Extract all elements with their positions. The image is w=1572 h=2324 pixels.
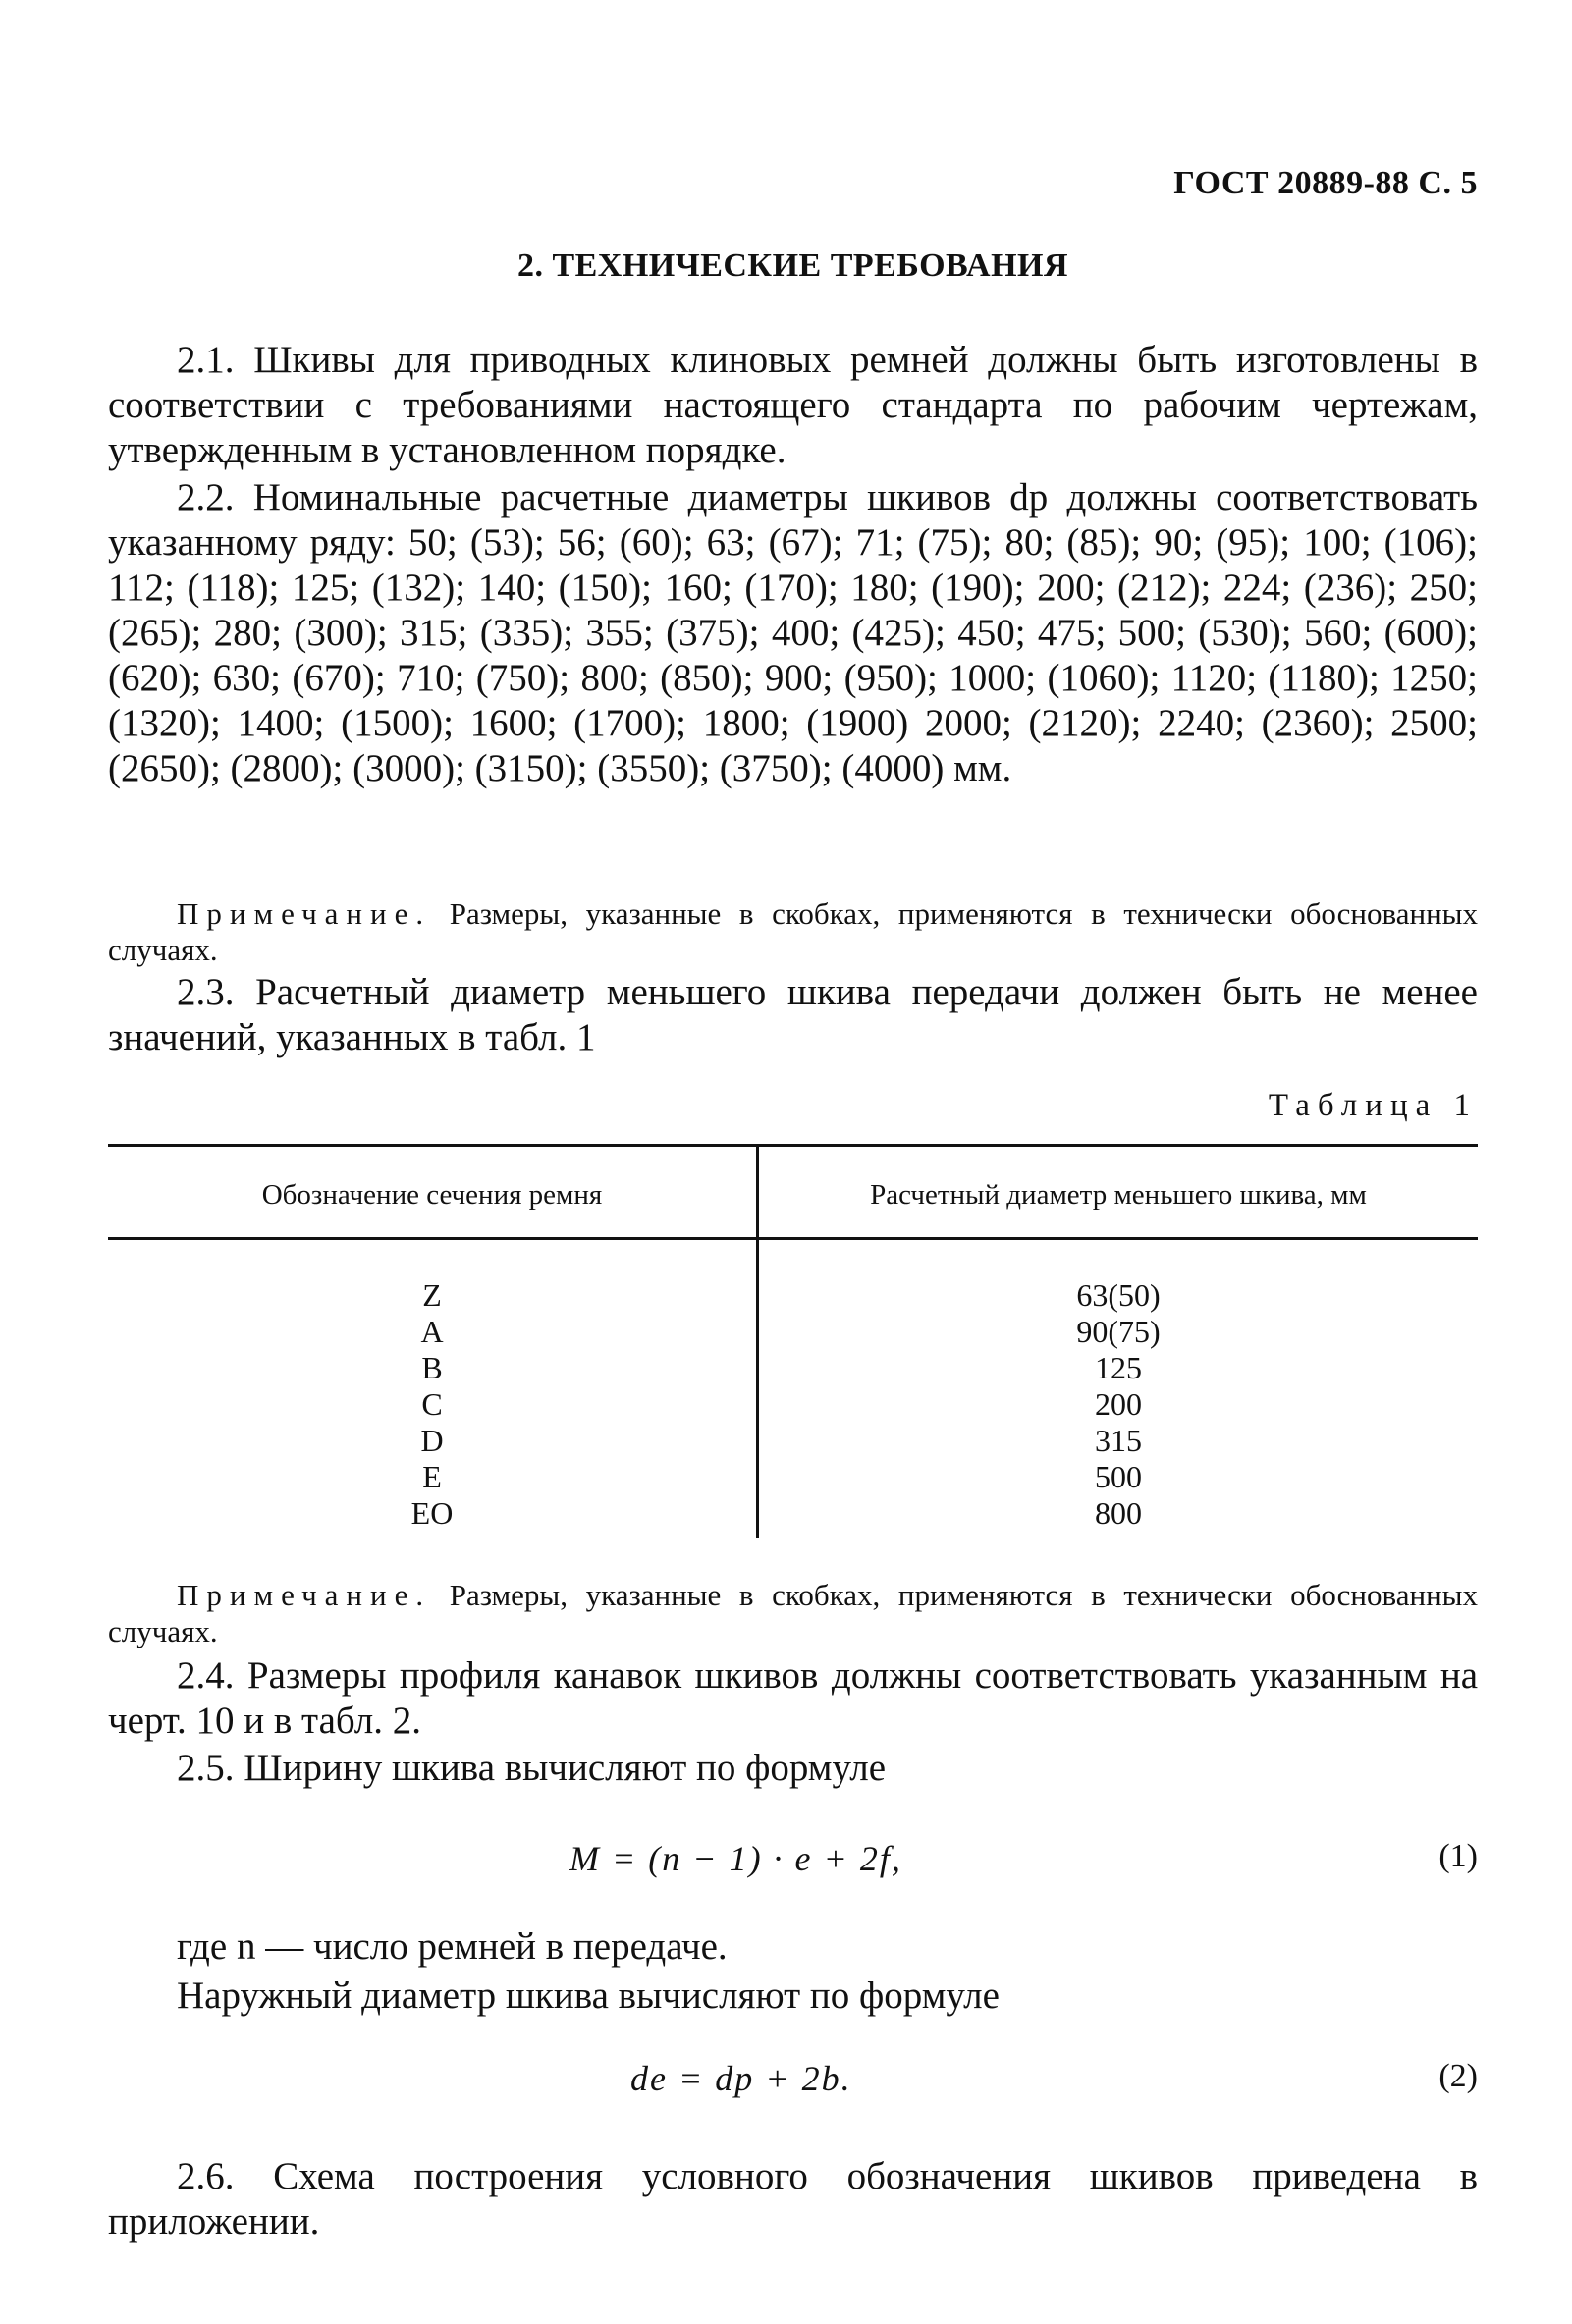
table-cell: D [420,1423,444,1458]
document-page [108,0,1478,2324]
table-top-rule [108,1144,1478,1147]
table-cell: 500 [1095,1459,1142,1494]
section-title: 2. ТЕХНИЧЕСКИЕ ТРЕБОВАНИЯ [516,247,1069,284]
paragraph-2-5: 2.5. Ширину шкива вычисляют по формуле [177,1747,887,1789]
table-caption: Таблица 1 [1268,1088,1478,1123]
table-cell: Z [422,1277,442,1313]
table-cell: 90(75) [1076,1314,1161,1349]
table-cell: E [422,1459,442,1494]
paragraph-2-4: 2.4. Размеры профиля канавок шкивов должны соответствовать указанным на черт. 10 и в табл. 2. [108,1654,1478,1742]
outer-diameter-text: Наружный диаметр шкива вычисляют по формуле [177,1974,1000,2017]
formula-1-number: (1) [1438,1838,1478,1874]
table-cell: A [420,1314,444,1349]
paragraph-2-3: 2.3. Расчетный диаметр меньшего шкива передачи должен быть не менее значений, указанных в табл. 1 [108,971,1478,1058]
table-cell: 63(50) [1076,1277,1161,1313]
where-n-text: где n — число ремней в передаче. [177,1925,728,1968]
table-cell: C [421,1386,443,1422]
table-header-section: Обозначение сечения ремня [261,1179,603,1211]
table-cell: 800 [1095,1495,1142,1531]
note-2-label: Примечание. [177,1578,432,1612]
table-cell: EO [410,1495,454,1531]
note-1-text: Размеры, указанные в скобках, применяются в технически обоснованных случаях. [108,896,1478,967]
formula-2-row [108,2058,1478,2107]
table-cell: 200 [1095,1386,1142,1422]
table-header-rule [108,1237,1478,1240]
table-cell: B [421,1350,443,1385]
paragraph-2-6: 2.6. Схема построения условного обозначения шкивов приведена в приложении. [108,2155,1478,2243]
formula-2: de = dp + 2b. [630,2059,852,2098]
paragraph-2-1: 2.1. Шкивы для приводных клиновых ремней должны быть изготовлены в соответствии с требованиями настоящего стандарта по рабочим чертежам, утвержденным в установленном порядке. [108,339,1478,471]
formula-1: M = (n − 1) · e + 2f, [569,1839,902,1878]
note-1 [108,895,1478,968]
table-cell: 315 [1095,1423,1142,1458]
table-header-diameter: Расчетный диаметр меньшего шкива, мм [870,1179,1367,1211]
table-column-sections [108,1277,756,1532]
page-header: ГОСТ 20889-88 С. 5 [1173,165,1478,201]
note-2-text: Размеры, указанные в скобках, применяются в технически обоснованных случаях. [108,1578,1478,1648]
table-column-diameters [759,1277,1478,1532]
formula-1-row [108,1838,1478,1887]
formula-2-number: (2) [1438,2058,1478,2094]
note-1-label: Примечание. [177,896,432,931]
note-2 [108,1577,1478,1649]
table-cell: 125 [1095,1350,1142,1385]
paragraph-2-2: 2.2. Номинальные расчетные диаметры шкивов dp должны соответствовать указанному ряду: 50; (53); 56; (60); 63; (67); 71; (75); 80; (85); 90; (95); 100; (106); 112; (118); 125; (132); 140; (150); 160; (170); 180; (190); 200; (212); 224; (236); 250; (265); 280; (300); 315; (335); 355; (375); 400; (425); 450; 475; 500; (530); 560; (600); (620); 630; (670); 710; (750); 800; (850); 900; (950); 1000; (1060); 1120; (1180); 1250; (1320); 1400; (1500); 1600; (1700); 1800; (1900) 2000; (2120); 2240; (2360); 2500; (2650); (2800); (3000); (3150); (3550); (3750); (4000) мм. [108,476,1478,789]
